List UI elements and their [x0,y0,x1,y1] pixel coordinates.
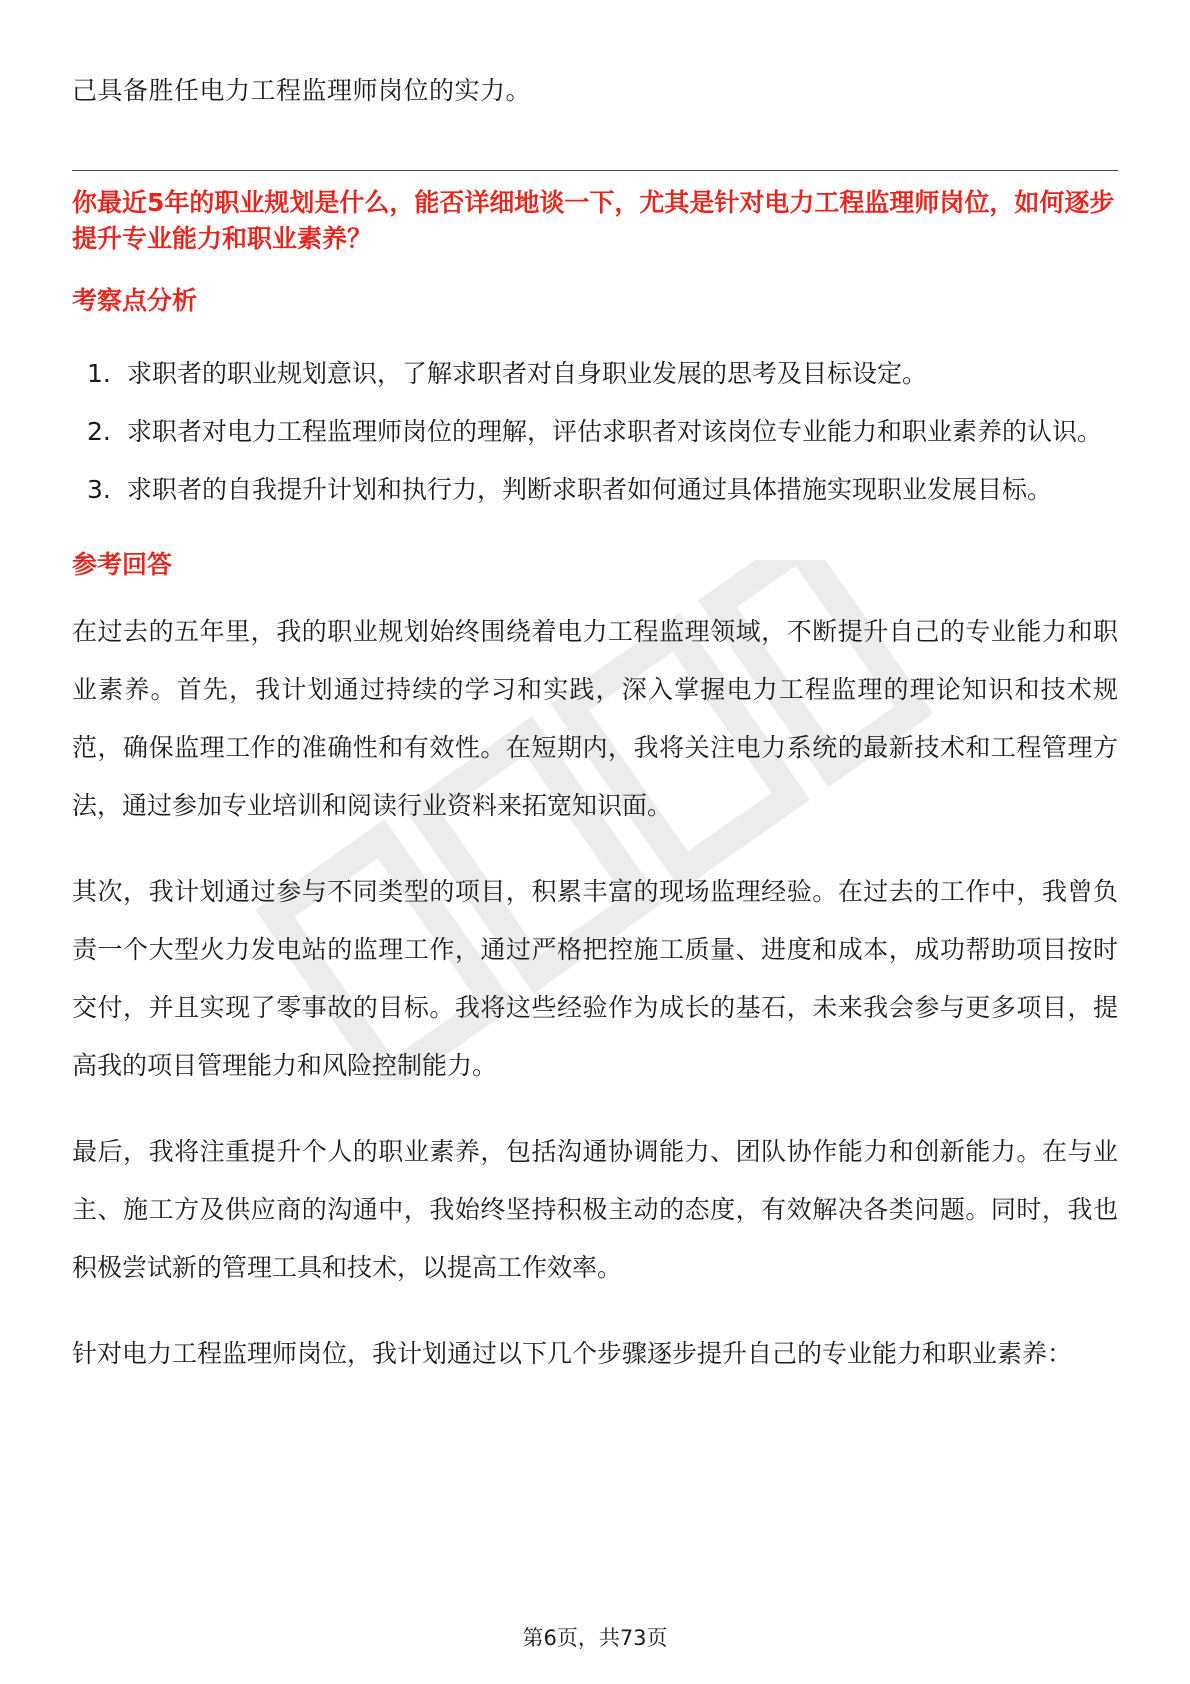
analysis-points [72,345,1118,519]
analysis-point [72,345,1118,403]
analysis-title: 考察点分析 [72,286,198,315]
question-heading: 你最近5年的职业规划是什么，能否详细地谈一下，尤其是针对电力工程监理师岗位，如何逐步提升专业能力和职业素养？ [72,188,1115,253]
answer-title: 参考回答 [72,550,173,579]
continued-text: 己具备胜任电力工程监理师岗位的实力。 [72,76,532,105]
answer-paragraph: 针对电力工程监理师岗位，我计划通过以下几个步骤逐步提升自己的专业能力和职业素养： [72,1339,1073,1368]
answer-paragraph: 最后，我将注重提升个人的职业素养，包括沟通协调能力、团队协作能力和创新能力。在与业主、施工方及供应商的沟通中，我始终坚持积极主动的态度，有效解决各类问题。同时，我也积极尝试新的管理工具和技术，以提高工作效率。 [72,1137,1118,1282]
analysis-point [72,461,1118,519]
section-divider [72,170,1118,171]
page-content [72,62,1118,1411]
point-number: 3. [87,475,111,504]
answer-paragraph: 在过去的五年里，我的职业规划始终围绕着电力工程监理领域，不断提升自己的专业能力和职业素养。首先，我计划通过持续的学习和实践，深入掌握电力工程监理的理论知识和技术规范，确保监理工作的准确性和有效性。在短期内，我将关注电力系统的最新技术和工程管理方法，通过参加专业培训和阅读行业资料来拓宽知识面。 [72,617,1118,820]
page-number: 第6页，共73页 [522,1626,668,1650]
point-number: 2. [87,417,111,446]
answer-paragraph: 其次，我计划通过参与不同类型的项目，积累丰富的现场监理经验。在过去的工作中，我曾负责一个大型火力发电站的监理工作，通过严格把控施工质量、进度和成本，成功帮助项目按时交付，并且实现了零事故的目标。我将这些经验作为成长的基石，未来我会参与更多项目，提高我的项目管理能力和风险控制能力。 [72,877,1118,1080]
point-text: 求职者的职业规划意识，了解求职者对自身职业发展的思考及目标设定。 [127,359,928,388]
analysis-point [72,403,1118,461]
point-text: 求职者的自我提升计划和执行力，判断求职者如何通过具体措施实现职业发展目标。 [127,475,1053,504]
point-number: 1. [87,359,111,388]
point-text: 求职者对电力工程监理师岗位的理解，评估求职者对该岗位专业能力和职业素养的认识。 [127,417,1103,446]
